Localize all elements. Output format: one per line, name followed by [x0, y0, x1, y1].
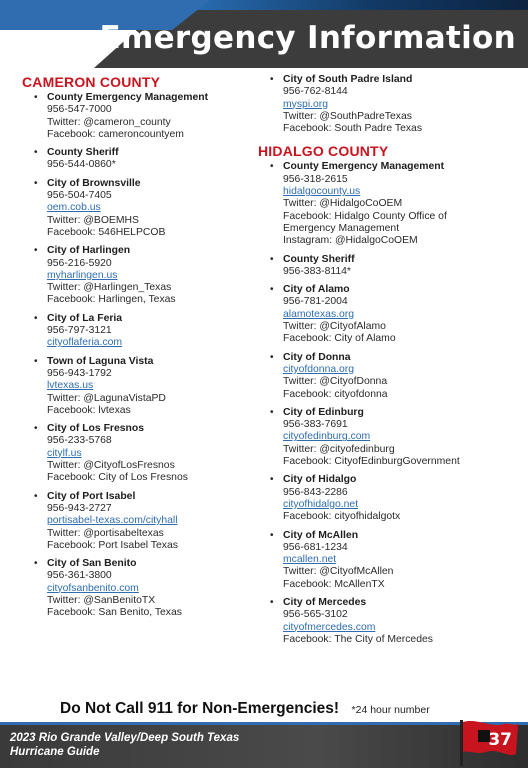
- notice-main: Do Not Call 911 for Non-Emergencies!: [60, 700, 340, 717]
- website-link[interactable]: cityofedinburg.com: [283, 431, 371, 443]
- website-link[interactable]: myharlingen.us: [47, 269, 118, 281]
- entry-name: • Town of Laguna Vista: [47, 355, 154, 367]
- facebook-handle: Facebook: CityofEdinburgGovernment: [283, 456, 460, 468]
- twitter-handle: Twitter: @CityofLosFresnos: [47, 460, 175, 472]
- right-column: [258, 74, 526, 652]
- cameron-entries: [22, 92, 262, 620]
- hidalgo-entries: [258, 161, 526, 646]
- phone-number: 956-681-1234: [283, 541, 348, 553]
- entry-name: • City of La Feria: [47, 312, 123, 324]
- footer-bar: [0, 722, 528, 768]
- entry-name: • County Emergency Management: [47, 92, 209, 103]
- website-link[interactable]: mcallen.net: [283, 554, 337, 566]
- hidalgo-entry-city-of-edinburg: [258, 407, 526, 468]
- twitter-handle: Twitter: @CityofAlamo: [283, 321, 386, 333]
- twitter-handle: Twitter: @SanBenitoTX: [47, 594, 156, 606]
- hidalgo-entry-city-of-alamo: [258, 284, 526, 345]
- phone-number: 956-361-3800: [47, 570, 112, 582]
- page-title: Emergency Information: [99, 20, 516, 56]
- phone-number: 956-318-2615: [283, 173, 348, 185]
- hidalgo-entry-city-of-hidalgo: [258, 474, 526, 523]
- phone-number: 956-383-8114*: [283, 265, 351, 277]
- entry-name: • City of Mercedes: [283, 596, 367, 608]
- phone-number: 956-504-7405: [47, 190, 112, 202]
- phone-number: 956-547-7000: [47, 104, 112, 116]
- twitter-handle: Twitter: @CityofMcAllen: [283, 566, 394, 578]
- twitter-handle: Twitter: @LagunaVistaPD: [47, 392, 166, 404]
- twitter-handle: Twitter: @BOEMHS: [47, 214, 139, 226]
- hidalgo-entry-city-of-donna: [258, 352, 526, 401]
- entry-name: • City of Los Fresnos: [47, 423, 144, 435]
- phone-number: 956-544-0860*: [47, 159, 116, 171]
- cameron-entry-city-of-harlingen: [22, 245, 262, 306]
- website-link[interactable]: oem.cob.us: [47, 202, 101, 214]
- entry-name: • County Sheriff: [283, 253, 355, 265]
- cameron-entry-city-of-san-benito: [22, 558, 262, 619]
- guide-title-line2: Hurricane Guide: [10, 746, 100, 758]
- website-link[interactable]: hidalgocounty.us: [283, 186, 361, 198]
- cameron-entry-city-of-la-feria: [22, 313, 262, 350]
- facebook-handle: Facebook: City of Los Fresnos: [47, 472, 188, 484]
- phone-number: 956-943-2727: [47, 502, 112, 514]
- entry-name: • County Emergency Management: [283, 161, 445, 173]
- twitter-handle: Twitter: @CityofDonna: [283, 376, 388, 388]
- website-link[interactable]: lvtexas.us: [47, 380, 94, 392]
- entry-name: • City of Donna: [283, 351, 351, 363]
- cameron-entry-city-of-south-padre-island: [258, 74, 526, 135]
- website-link[interactable]: cityofhidalgo.net: [283, 498, 359, 510]
- facebook-handle: Facebook: Hidalgo County Office of: [283, 210, 447, 222]
- guide-title: [10, 731, 239, 759]
- facebook-handle: Facebook: San Benito, Texas: [47, 607, 182, 619]
- header-banner: [0, 0, 528, 68]
- facebook-handle: Facebook: cityofdonna: [283, 388, 388, 400]
- twitter-handle: Twitter: @HidalgoCoOEM: [283, 198, 403, 210]
- cameron-county-heading: CAMERON COUNTY: [22, 74, 161, 90]
- twitter-handle: Twitter: @portisabeltexas: [47, 527, 164, 539]
- website-link[interactable]: cityofdonna.org: [283, 363, 355, 375]
- notice-footnote: *24 hour number: [351, 704, 430, 716]
- facebook-handle: Facebook: lvtexas: [47, 404, 131, 416]
- facebook-handle: Facebook: Port Isabel Texas: [47, 539, 178, 551]
- cameron-entry-city-of-brownsville: [22, 178, 262, 239]
- facebook-handle: Facebook: City of Alamo: [283, 333, 396, 345]
- phone-number: 956-781-2004: [283, 296, 348, 308]
- cameron-entry-county-emergency-management: [22, 92, 262, 141]
- twitter-handle: Twitter: @SouthPadreTexas: [283, 110, 412, 122]
- facebook-handle: Facebook: The City of Mercedes: [283, 633, 433, 645]
- phone-number: 956-843-2286: [283, 486, 348, 498]
- website-link[interactable]: portisabel-texas.com/cityhall: [47, 515, 178, 527]
- entry-name: • City of Brownsville: [47, 177, 141, 189]
- cameron-entry-city-of-los-fresnos: [22, 423, 262, 484]
- website-link[interactable]: myspi.org: [283, 98, 329, 110]
- phone-number: 956-216-5920: [47, 257, 112, 269]
- phone-number: 956-233-5768: [47, 435, 112, 447]
- non-emergency-notice: [60, 700, 480, 718]
- south-padre-entry-list: [258, 74, 526, 135]
- footer-blue-line: [0, 722, 528, 725]
- website-link[interactable]: cityofsanbenito.com: [47, 582, 139, 594]
- hidalgo-entry-city-of-mcallen: [258, 530, 526, 591]
- phone-number: 956-762-8144: [283, 86, 348, 98]
- website-link[interactable]: cityoflaferia.com: [47, 337, 123, 349]
- website-link[interactable]: cityofmercedes.com: [283, 621, 376, 633]
- entry-name: • City of Hidalgo: [283, 474, 357, 486]
- twitter-handle: Twitter: @Harlingen_Texas: [47, 282, 172, 294]
- phone-number: 956-565-3102: [283, 609, 348, 621]
- entry-line: Twitter: @cameron_county: [47, 116, 171, 128]
- entry-name: • City of Edinburg: [283, 406, 364, 418]
- entry-name: • City of Alamo: [283, 284, 350, 296]
- hidalgo-entry-city-of-mercedes: [258, 597, 526, 646]
- cameron-entry-county-sheriff: [22, 147, 262, 172]
- entry-name: • City of San Benito: [47, 558, 137, 570]
- phone-number: 956-943-1792: [47, 367, 112, 379]
- entry-name: • City of Harlingen: [47, 245, 131, 257]
- hidalgo-entry-county-sheriff: [258, 254, 526, 279]
- page-number: 37: [488, 730, 512, 750]
- phone-number: 956-797-3121: [47, 325, 112, 337]
- facebook-handle: Facebook: 546HELPCOB: [47, 226, 166, 238]
- guide-title-line1: 2023 Rio Grande Valley/Deep South Texas: [10, 732, 240, 744]
- facebook-handle: Facebook: cityofhidalgotx: [283, 511, 401, 523]
- twitter-handle: Twitter: @cityofedinburg: [283, 443, 395, 455]
- phone-number: 956-383-7691: [283, 419, 348, 431]
- entry-line: Emergency Management: [283, 222, 400, 234]
- website-link[interactable]: citylf.us: [47, 447, 82, 459]
- website-link[interactable]: alamotexas.org: [283, 308, 355, 320]
- entry-name: • County Sheriff: [47, 147, 119, 159]
- cameron-entry-city-of-port-isabel: [22, 491, 262, 552]
- facebook-handle: Facebook: South Padre Texas: [283, 123, 423, 135]
- hidalgo-entry-county-emergency-management: [258, 161, 526, 247]
- hidalgo-county-heading: HIDALGO COUNTY: [258, 143, 389, 160]
- entry-name: • City of Port Isabel: [47, 490, 136, 502]
- facebook-handle: Facebook: McAllenTX: [283, 578, 385, 590]
- entry-name: • City of South Padre Island: [283, 74, 413, 85]
- cameron-entry-town-of-laguna-vista: [22, 356, 262, 417]
- facebook-handle: Facebook: Harlingen, Texas: [47, 294, 176, 306]
- left-column: [22, 74, 262, 626]
- entry-line: Facebook: cameroncountyem: [47, 128, 184, 140]
- entry-name: • City of McAllen: [283, 529, 359, 541]
- instagram-handle: Instagram: @HidalgoCoOEM: [283, 235, 418, 247]
